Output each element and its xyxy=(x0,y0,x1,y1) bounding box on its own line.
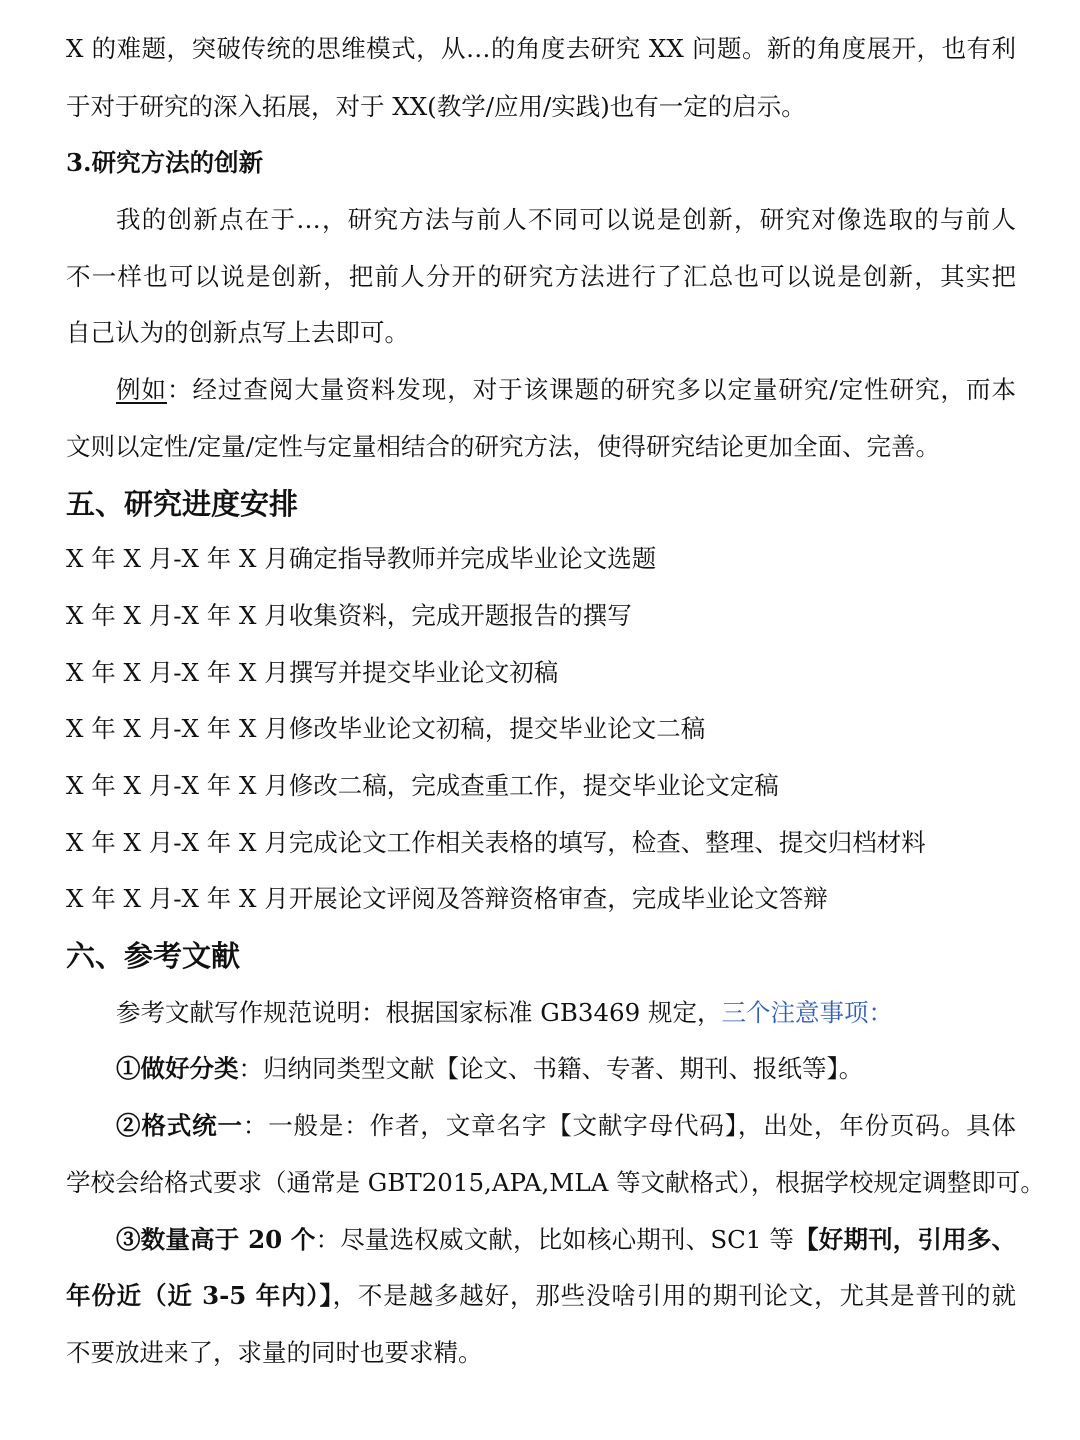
note-2-line-1 xyxy=(116,1111,1016,1141)
method-para-line-3: 自己认为的创新点写上去即可。 xyxy=(66,318,409,347)
note-1 xyxy=(116,1054,1016,1084)
method-para-line-2: 不一样也可以说是创新，把前人分开的研究方法进行了汇总也可以说是创新，其实把 xyxy=(66,262,1016,291)
example-line-2: 文则以定性/定量/定性与定量相结合的研究方法，使得研究结论更加全面、完善。 xyxy=(66,432,941,461)
note-3-text-2: ，不是越多越好，那些没啥引用的期刊论文，尤其是普刊的就 xyxy=(332,1281,1016,1310)
note-2-line-2: 学校会给格式要求（通常是 GBT2015,APA,MLA 等文献格式），根据学校规定调整即可。 xyxy=(66,1168,1045,1197)
method-innovation-heading: 3.研究方法的创新 xyxy=(66,148,264,177)
schedule-item: X 年 X 月-X 年 X 月完成论文工作相关表格的填写，检查、整理、提交归档材料 xyxy=(66,828,926,857)
note-3-line-1 xyxy=(116,1225,1016,1255)
references-intro-text: 参考文献写作规范说明：根据国家标准 GB3469 规定， xyxy=(116,998,722,1027)
note-3-title: ③数量高于 20 个 xyxy=(116,1225,316,1254)
schedule-heading: 五、研究进度安排 xyxy=(66,487,299,521)
note-3-line-2 xyxy=(66,1281,1016,1311)
note-2-title: ②格式统一 xyxy=(116,1111,243,1140)
intro-line-1: X 的难题，突破传统的思维模式，从…的角度去研究 XX 问题。新的角度展开，也有利 xyxy=(66,34,1016,63)
example-text: ：经过查阅大量资料发现，对于该课题的研究多以定量研究/定性研究，而本 xyxy=(166,375,1016,404)
note-3-emphasis-2: 年份近（近 3-5 年内）】 xyxy=(66,1281,333,1310)
references-heading: 六、参考文献 xyxy=(66,939,241,973)
example-line-1 xyxy=(116,375,1016,405)
example-label: 例如 xyxy=(116,375,167,404)
schedule-item: X 年 X 月-X 年 X 月开展论文评阅及答辩资格审查，完成毕业论文答辩 xyxy=(66,884,828,913)
method-para-line-1: 我的创新点在于…，研究方法与前人不同可以说是创新，研究对像选取的与前人 xyxy=(116,205,1016,234)
schedule-item: X 年 X 月-X 年 X 月确定指导教师并完成毕业论文选题 xyxy=(66,544,657,573)
three-notes-label: 三个注意事项： xyxy=(721,998,893,1027)
schedule-item: X 年 X 月-X 年 X 月撰写并提交毕业论文初稿 xyxy=(66,658,559,687)
intro-line-2: 于对于研究的深入拓展，对于 XX(教学/应用/实践)也有一定的启示。 xyxy=(66,92,806,121)
note-3-line-3: 不要放进来了，求量的同时也要求精。 xyxy=(66,1338,483,1367)
note-3-emphasis: 【好期刊，引用多、 xyxy=(794,1225,1017,1254)
note-2-text: ：一般是：作者，文章名字【文献字母代码】，出处，年份页码。具体 xyxy=(242,1111,1017,1140)
schedule-item: X 年 X 月-X 年 X 月修改二稿，完成查重工作，提交毕业论文定稿 xyxy=(66,771,779,800)
schedule-item: X 年 X 月-X 年 X 月修改毕业论文初稿，提交毕业论文二稿 xyxy=(66,714,706,743)
note-3-text: ：尽量选权威文献，比如核心期刊、SC1 等 xyxy=(315,1225,795,1254)
note-1-text: ：归纳同类型文献【论文、书籍、专著、期刊、报纸等】。 xyxy=(238,1054,864,1083)
references-intro xyxy=(116,998,1016,1028)
schedule-item: X 年 X 月-X 年 X 月收集资料，完成开题报告的撰写 xyxy=(66,601,632,630)
note-1-title: ①做好分类 xyxy=(116,1054,239,1083)
